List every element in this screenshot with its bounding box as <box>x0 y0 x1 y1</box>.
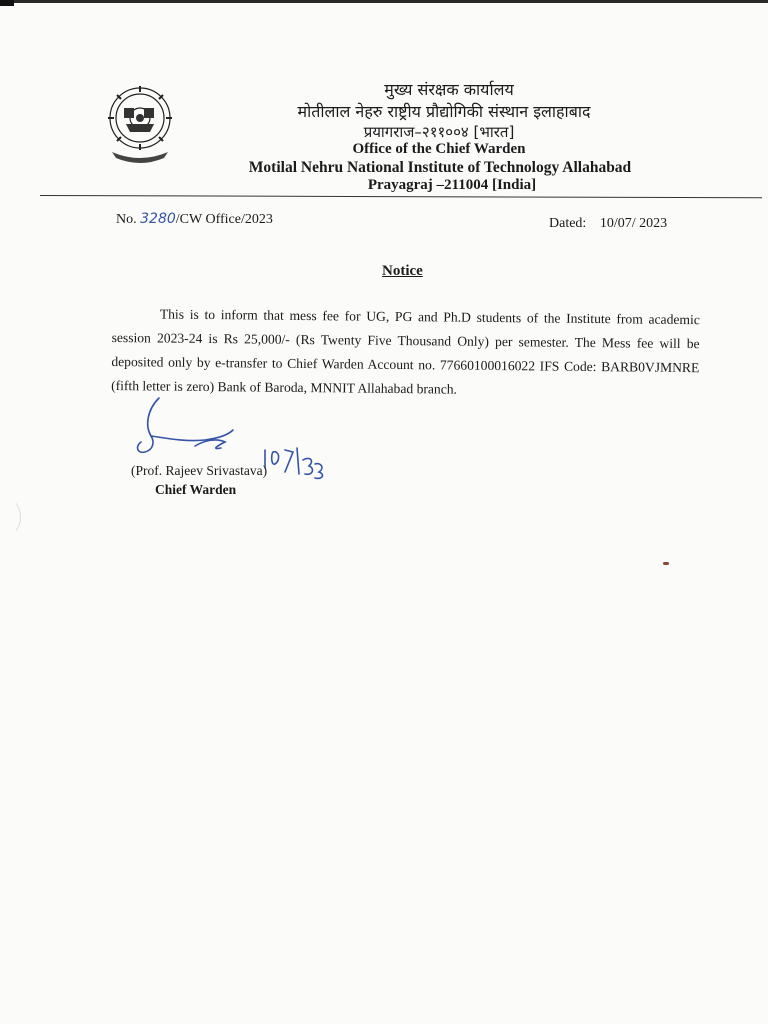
header-divider <box>40 195 762 198</box>
hindi-office-title: मुख्य संरक्षक कार्यालय <box>384 80 514 99</box>
notice-body: This is to inform that mess fee for UG, PG and Ph.D students of the Institute from academic session 2023-24 is Rs 25,000/- (Rs Twenty Five Thousand Only) per semester. The Mess fee will be deposited only by e-transfer to Chief Warden Account no. 77660100016022 IFS Code: BARB0VJMNRE (fifth letter is zero) Bank of Baroda, MNNIT Allahabad branch. <box>111 306 700 397</box>
signatory-name: (Prof. Rajeev Srivastava) <box>131 463 268 478</box>
scan-top-edge <box>0 0 768 3</box>
institute-name: Motilal Nehru National Institute of Technology Allahabad <box>248 159 632 176</box>
hindi-address: प्रयागराज–२११००४ [भारत] <box>363 123 515 141</box>
punch-hole-mark <box>0 498 21 536</box>
handwritten-reference-number: 3280 <box>140 211 176 227</box>
date-line <box>549 216 667 232</box>
reference-prefix: No. <box>116 212 137 227</box>
dated-label: Dated: <box>549 216 587 231</box>
reference-suffix: CW Office/2023 <box>179 212 273 227</box>
institute-address: Prayagraj –211004 [India] <box>367 177 537 193</box>
office-title: Office of the Chief Warden <box>352 141 526 157</box>
hindi-institute-name: मोतीलाल नेहरु राष्ट्रीय प्रौद्योगिकी संस्थान इलाहाबाद <box>297 102 591 121</box>
signatory-designation: Chief Warden <box>155 482 237 497</box>
notice-title: Notice <box>382 263 423 279</box>
scan-corner-mark <box>0 0 14 6</box>
dated-value: 10/07/ 2023 <box>599 216 668 231</box>
reference-number: No. 3280/CW Office/2023 <box>116 211 273 227</box>
scan-speck <box>663 562 669 565</box>
